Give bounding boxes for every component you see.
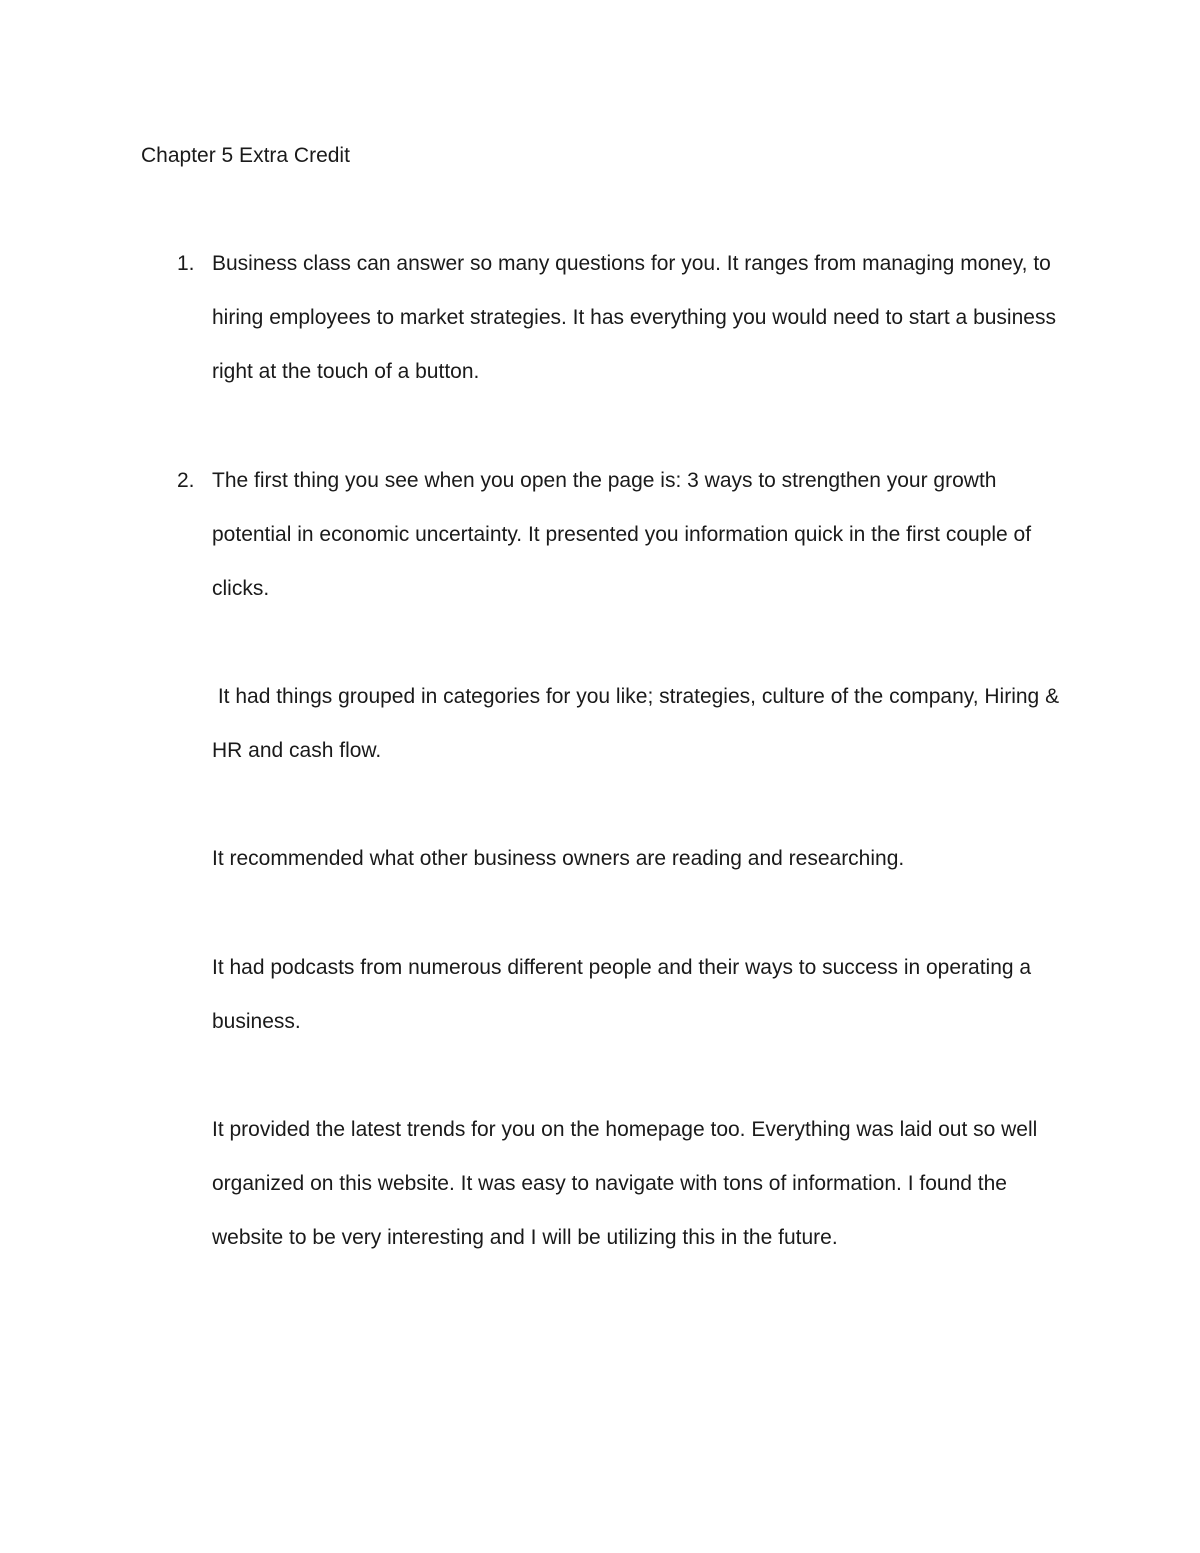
paragraph-trends: It provided the latest trends for you on the homepage too. Everything was laid out so well organized on this website. It was easy to navigate with tons of information. I found the website to be very interesting and I will be utilizing this in the future. (212, 1118, 1038, 1249)
list-item-number: 2. (177, 469, 195, 492)
list-item-1 (141, 237, 1071, 399)
list-item-text: Business class can answer so many questions for you. It ranges from managing money, to hiring employees to market strategies. It has everything you would need to start a business right at the touch of a button. (212, 252, 1056, 383)
list-item-text: The first thing you see when you open the page is: 3 ways to strengthen your growth potential in economic uncertainty. It presented you information quick in the first couple of clicks. (212, 469, 1032, 600)
list-item-2 (141, 454, 1071, 616)
list-item-number: 1. (177, 252, 195, 275)
paragraph-categories: It had things grouped in categories for you like; strategies, culture of the company, Hiring & HR and cash flow. (212, 685, 1065, 762)
paragraph-recommended: It recommended what other business owners are reading and researching. (212, 847, 905, 870)
document-title: Chapter 5 Extra Credit (141, 144, 350, 167)
paragraph-podcasts: It had podcasts from numerous different people and their ways to success in operating a business. (212, 956, 1032, 1033)
